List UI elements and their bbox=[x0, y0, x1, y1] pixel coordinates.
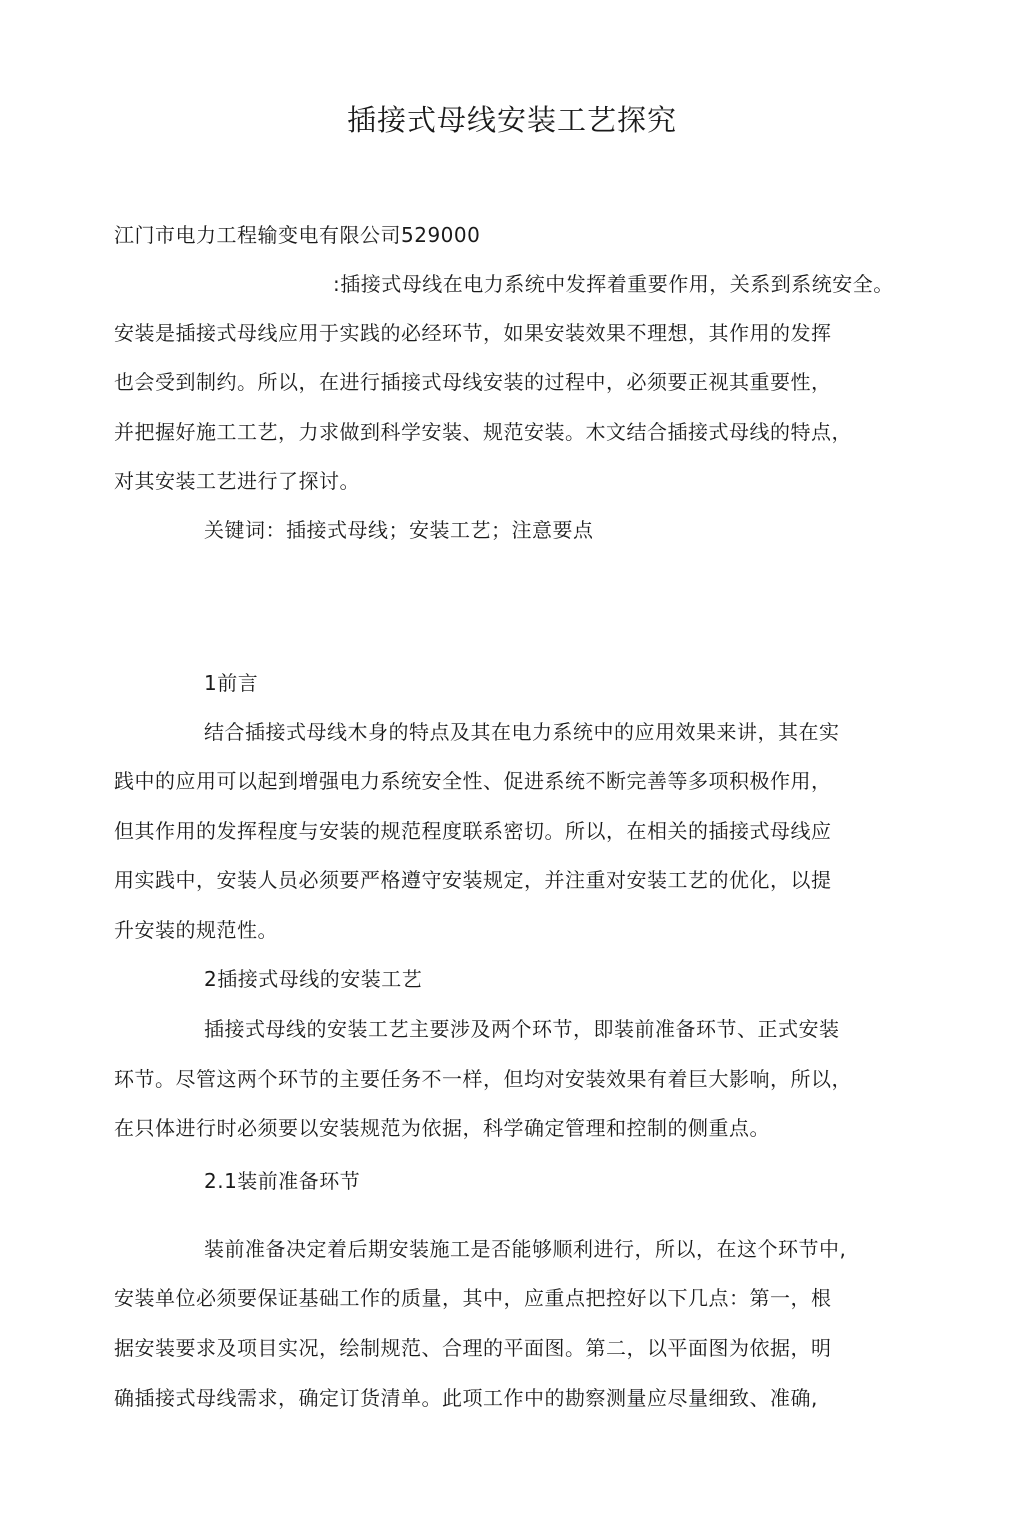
paragraph-line: 结合插接式母线木身的特点及其在电力系统中的应用效果来讲，其在实 bbox=[204, 720, 840, 744]
abstract-line: 并把握好施工工艺，力求做到科学安装、规范安装。木文结合插接式母线的特点， bbox=[114, 420, 852, 444]
section-heading: 2.1装前准备环节 bbox=[204, 1169, 361, 1193]
paragraph-line: 环节。尽管这两个环节的主要任务不一样，但均对安装效果有着巨大影响，所以， bbox=[114, 1067, 852, 1091]
paragraph-line: 践中的应用可以起到增强电力系统安全性、促进系统不断完善等多项积极作用， bbox=[114, 769, 832, 793]
paragraph-line: 据安装要求及项目实况，绘制规范、合理的平面图。第二，以平面图为依据，明 bbox=[114, 1336, 832, 1360]
paragraph-line: 用实践中，安装人员必须要严格遵守安装规定，并注重对安装工艺的优化，以提 bbox=[114, 868, 832, 892]
paragraph-line: 确插接式母线需求，确定订货清单。此项工作中的勘察测量应尽量细致、准确, bbox=[114, 1386, 818, 1410]
keywords: 关键词：插接式母线；安装工艺；注意要点 bbox=[204, 518, 594, 542]
paragraph-line: 装前准备决定着后期安装施工是否能够顺利进行，所以，在这个环节中, bbox=[204, 1237, 847, 1261]
paragraph-line: 在只体进行时必须要以安装规范为依据，科学确定管理和控制的侧重点。 bbox=[114, 1116, 770, 1140]
paragraph-line: 但其作用的发挥程度与安装的规范程度联系密切。所以，在相关的插接式母线应 bbox=[114, 819, 832, 843]
paragraph-line: 升安装的规范性。 bbox=[114, 918, 278, 942]
abstract-line: 也会受到制约。所以，在进行插接式母线安装的过程中，必须要正视其重要性， bbox=[114, 370, 832, 394]
abstract-line: 对其安装工艺进行了探讨。 bbox=[114, 469, 360, 493]
paragraph-line: 插接式母线的安装工艺主要涉及两个环节，即装前准备环节、正式安装 bbox=[204, 1017, 840, 1041]
document-title: 插接式母线安装工艺探究 bbox=[346, 103, 677, 137]
abstract-line: 安装是插接式母线应用于实践的必经环节，如果安装效果不理想，其作用的发挥 bbox=[114, 321, 832, 345]
author-affiliation: 江门市电力工程输变电有限公司529000 bbox=[114, 223, 481, 247]
section-heading: 2插接式母线的安装工艺 bbox=[204, 967, 423, 991]
paragraph-line: 安装单位必须要保证基础工作的质量，其中，应重点把控好以下几点：第一，根 bbox=[114, 1286, 832, 1310]
abstract-line: :插接式母线在电力系统中发挥着重要作用，关系到系统安全。 bbox=[333, 272, 894, 296]
section-heading: 1前言 bbox=[204, 671, 259, 695]
